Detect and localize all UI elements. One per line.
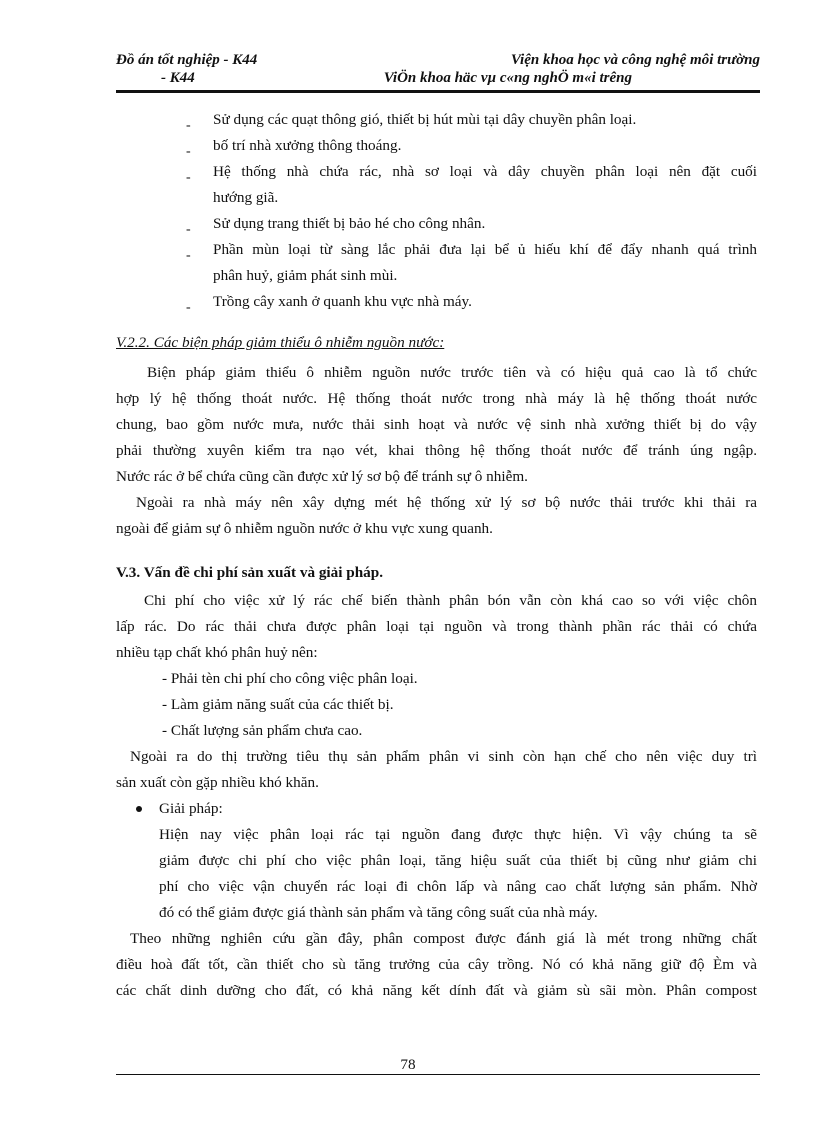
paragraph-line: Biện pháp giảm thiểu ô nhiễm nguồn nước trước tiên và có hiệu quả cao là tổ chức: [147, 364, 757, 381]
paragraph-line: lấp rác. Do rác thải chưa được phân loại tại nguồn và trong thành phần rác thải có chứa: [116, 618, 757, 635]
paragraph-line: chung, bao gồm nước mưa, nước thải sinh hoạt và nước vệ sinh nhà xưởng thiết bị do vậy: [116, 416, 757, 433]
list-item: Sử dụng trang thiết bị bảo hé cho công nhân.: [213, 215, 486, 232]
paragraph-line: điều hoà đất tốt, cần thiết cho sù tăng trưởng của cây trồng. Nó có khả năng giữ độ Èm và: [116, 956, 757, 973]
page-number: 78: [400, 1056, 416, 1073]
list-item: bố trí nhà xưởng thông thoáng.: [213, 137, 402, 154]
section-v22-heading: V.2.2. Các biện pháp giảm thiểu ô nhiễm nguồn nước:: [116, 334, 445, 351]
list-item: Phần mùn loại từ sàng lắc phải đưa lại bể ủ hiếu khí để đẩy nhanh quá trình: [213, 241, 757, 258]
dash-marker: -: [186, 144, 191, 159]
paragraph-line: nhiều tạp chất khó phân huỷ nên:: [116, 644, 318, 661]
paragraph-line: Theo những nghiên cứu gần đây, phân compost được đánh giá là mét trong những chất: [130, 930, 757, 947]
paragraph-line: Ngoài ra do thị trường tiêu thụ sản phẩm phân vi sinh còn hạn chế cho nên việc duy trì: [130, 748, 757, 765]
sub-list-item: - Phải tèn chi phí cho công việc phân loại.: [162, 670, 418, 687]
list-item: Sử dụng các quạt thông gió, thiết bị hút mùi tại dây chuyền phân loại.: [213, 111, 637, 128]
paragraph-line: các chất dinh dưỡng cho đất, có khả năng kết dính đất và giảm sù sãi mòn. Phân compost: [116, 982, 757, 999]
dash-marker: -: [186, 300, 191, 315]
solution-line: phí cho việc vận chuyển rác loại đi chôn lấp và nâng cao chất lượng sản phẩm. Nhờ: [159, 878, 757, 895]
solution-line: Hiện nay việc phân loại rác tại nguồn đang được thực hiện. Vì vậy chúng ta sẽ: [159, 826, 757, 843]
list-item: Trồng cây xanh ở quanh khu vực nhà máy.: [213, 293, 472, 310]
dash-marker: -: [186, 118, 191, 133]
dash-marker: -: [186, 170, 191, 185]
solution-line: giảm được chi phí cho việc phân loại, tăng hiệu suất của thiết bị cũng như giảm chi: [159, 852, 757, 869]
header-thesis-title: Đồ án tốt nghiệp - K44: [116, 52, 258, 68]
list-item: Hệ thống nhà chứa rác, nhà sơ loại và dây chuyền phân loại nên đặt cuối: [213, 163, 757, 180]
solution-label: Giải pháp:: [159, 800, 223, 817]
paragraph-line: ngoài để giảm sự ô nhiễm nguồn nước ở khu vực xung quanh.: [116, 520, 493, 537]
paragraph-line: Nước rác ở bể chứa cũng cần được xử lý sơ bộ để tránh sự ô nhiễm.: [116, 468, 528, 485]
bullet-dot-icon: [136, 806, 142, 812]
header-rule: [116, 90, 760, 93]
paragraph-line: Chi phí cho việc xử lý rác chế biến thành phân bón vẫn còn khá cao so với việc chôn: [144, 592, 757, 609]
sub-list-item: - Chất lượng sản phẩm chưa cao.: [162, 722, 363, 739]
section-v3-heading: V.3. Vấn đề chi phí sản xuất và giải pháp.: [116, 564, 383, 581]
header-institute: Viện khoa học và công nghệ môi trường: [510, 52, 760, 68]
solution-line: đó có thể giảm được giá thành sản phẩm và tăng công suất của nhà máy.: [159, 904, 598, 921]
list-item-continuation: phân huỷ, giảm phát sinh mùi.: [213, 267, 398, 284]
header-class-code: - K44: [161, 70, 195, 86]
list-item-continuation: hướng giã.: [213, 189, 279, 206]
sub-list-item: - Làm giảm năng suất của các thiết bị.: [162, 696, 394, 713]
paragraph-line: hợp lý hệ thống thoát nước. Hệ thống thoát nước trong nhà máy là hệ thống thoát nước: [116, 390, 757, 407]
paragraph-line: Ngoài ra nhà máy nên xây dựng mét hệ thống xử lý sơ bộ nước thải trước khi thải ra: [136, 494, 757, 511]
dash-marker: -: [186, 222, 191, 237]
header-institute-garbled: ViÖn khoa häc vµ c«ng nghÖ m«i trêng: [383, 70, 632, 86]
paragraph-line: sản xuất còn gặp nhiều khó khăn.: [116, 774, 319, 791]
footer-rule: [116, 1074, 760, 1075]
dash-marker: -: [186, 248, 191, 263]
paragraph-line: phải thường xuyên kiểm tra nạo vét, khai thông hệ thống thoát nước để tránh úng ngập.: [116, 442, 757, 459]
